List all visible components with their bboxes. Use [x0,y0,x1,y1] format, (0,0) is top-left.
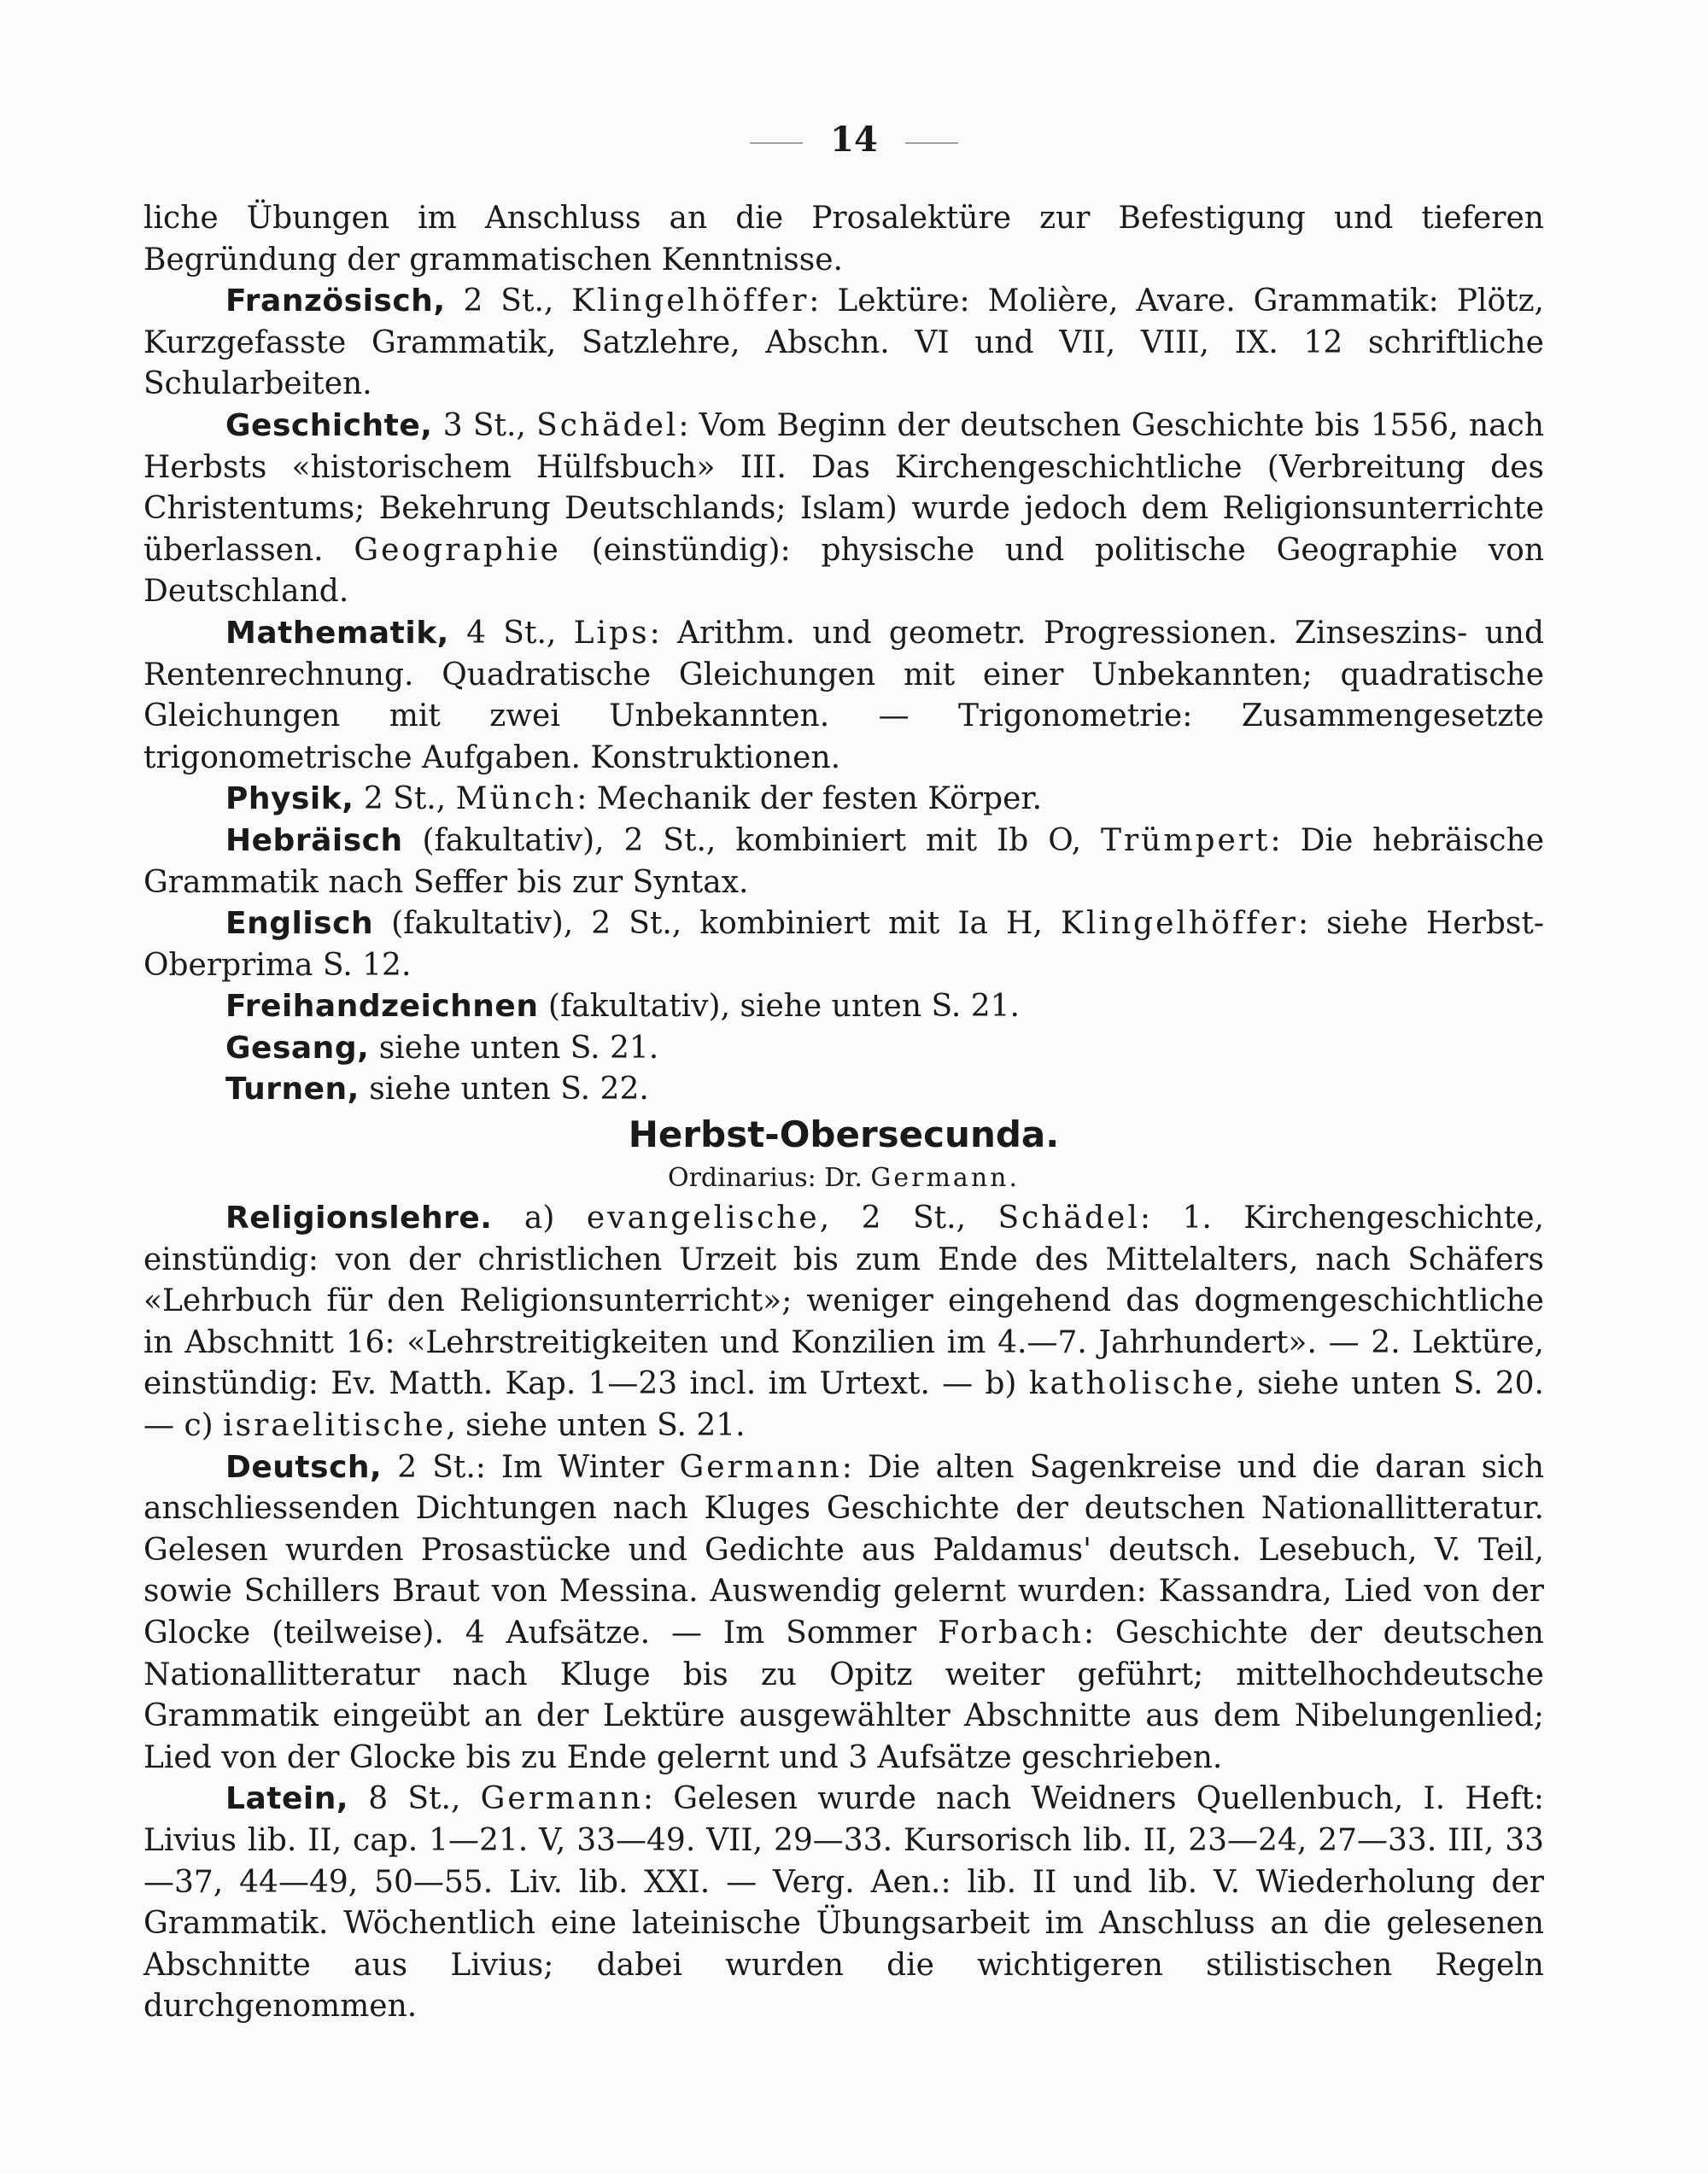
paragraph-franzoesisch: Französisch, 2 St., Klingelhöffer: Lektüre: Molière, Avare. Grammatik: Plötz, Kurzgefasste Grammatik, Satzlehre, Abschn. VI und VII, VIII, IX. 12 schriftliche Schularbeiten. [143,283,1544,402]
teacher-name: Münch [455,781,577,817]
teacher-name: Schädel [536,407,679,443]
teacher-name: Forbach [938,1616,1084,1651]
subject-heading: Französisch, [225,283,446,319]
teacher-name: Klingelhöffer [1060,906,1298,942]
subject-heading: Mathematik, [225,615,449,651]
paragraph-continuation: liche Übungen im Anschluss an die Prosalektüre zur Befestigung und tieferen Begründung der grammatischen Kenntnisse. [143,201,1544,278]
page-header [0,120,1708,160]
subject-heading: Geschichte, [225,407,433,443]
paragraph-geschichte: Geschichte, 3 St., Schädel: Vom Beginn der deutschen Geschichte bis 1556, nach Herbsts «historischem Hülfsbuch» III. Das Kirchengeschichtliche (Verbreitung des Christentums; Bekehrung Deutschlands; Islam) wurde jedoch dem Religionsunterrichte überlassen. Geographie (einstündig): physische und politische Geographie von Deutschland. [143,407,1545,610]
paragraph-physik: Physik, 2 St., Münch: Mechanik der festen Körper. [225,781,1043,817]
section-ordinarius: Ordinarius: Dr. Germann. [668,1163,1020,1194]
section-title: Herbst-Obersecunda. [628,1113,1060,1156]
paragraph-turnen: Turnen, siehe unten S. 22. [225,1072,649,1107]
subject-heading: Hebräisch [225,822,403,858]
teacher-name: Schädel [997,1201,1140,1236]
teacher-name: Germann [679,1449,842,1485]
paragraph-freihandzeichnen: Freihandzeichnen (fakultativ), siehe unten S. 21. [225,989,1020,1025]
teacher-name: Trümpert [1100,822,1271,858]
teacher-name: Lips [573,615,650,651]
subject-heading: Deutsch, [225,1449,383,1485]
paragraph-englisch: Englisch (fakultativ), 2 St., kombiniert mit Ia H, Klingelhöffer: siehe Herbst-Oberprima S. 12. [143,906,1544,983]
subject-heading: Freihandzeichnen [225,989,539,1025]
paragraph-latein: Latein, 8 St., Germann: Gelesen wurde nach Weidners Quellenbuch, I. Heft: Livius lib. II, cap. 1—21. V, 33—49. VII, 29—33. Kursorisch lib. II, 23—24, 27—33. III, 33—37, 44—49, 50—55. Liv. lib. XXI. — Verg. Aen.: lib. II und lib. V. Wiederholung der Grammatik. Wöchentlich eine lateinische Übungsarbeit im Anschluss an die gelesenen Abschnitte aus Livius; dabei wurden die wichtigeren stilistischen Regeln durchgenommen. [143,1781,1545,2025]
subject-heading: Physik, [225,781,354,817]
subject-heading: Religionslehre. [225,1201,493,1236]
subject-heading: Turnen, [225,1072,360,1107]
paragraph-religionslehre: Religionslehre. a) evangelische, 2 St., Schädel: 1. Kirchengeschichte, einstündig: von der christlichen Urzeit bis zum Ende des Mittelalters, nach Schäfers «Lehrbuch für den Religionsunterricht»; weniger eingehend das dogmengeschichtliche in Abschnitt 16: «Lehrstreitigkeiten und Konzilien im 4.—7. Jahrhundert». — 2. Lektüre, einstündig: Ev. Matth. Kap. 1—23 incl. im Urtext. — b) katholische, siehe unten S. 20. — c) israelitische, siehe unten S. 21. [143,1201,1545,1444]
subject-heading: Latein, [225,1781,349,1817]
paragraph-mathematik: Mathematik, 4 St., Lips: Arithm. und geometr. Progressionen. Zinseszins- und Rentenrechnung. Quadratische Gleichungen mit einer Unbekannten; quadratische Gleichungen mit zwei Unbekannten. — Trigonometrie: Zusammengesetzte trigonometrische Aufgaben. Konstruktionen. [143,615,1544,775]
page-body [143,198,1544,2028]
paragraph-hebraeisch: Hebräisch (fakultativ), 2 St., kombiniert mit Ib O, Trümpert: Die hebräische Grammatik nach Seffer bis zur Syntax. [143,822,1544,900]
teacher-name: Klingelhöffer [571,283,810,319]
subject-heading: Englisch [225,906,374,942]
ordinarius-name: Germann. [870,1163,1020,1194]
page-number: 14 [830,120,878,160]
teacher-name: Germann [480,1781,643,1817]
subtopic-geographie: Geographie [354,532,561,568]
paragraph-deutsch: Deutsch, 2 St.: Im Winter Germann: Die alten Sagenkreise und die daran sich anschliessenden Dichtungen nach Kluges Geschichte der deutschen Nationallitteratur. Gelesen wurden Prosastücke und Gedichte aus Paldamus' deutsch. Lesebuch, V. Teil, sowie Schillers Braut von Messina. Auswendig gelernt wurden: Kassandra, Lied von der Glocke (teilweise). 4 Aufsätze. — Im Sommer Forbach: Geschichte der deutschen Nationallitteratur nach Kluge bis zu Opitz weiter geführt; mittelhochdeutsche Grammatik eingeübt an der Lektüre ausgewählter Abschnitte aus dem Nibelungenlied; Lied von der Glocke bis zu Ende gelernt und 3 Aufsätze geschrieben. [143,1449,1545,1775]
paragraph-gesang: Gesang, siehe unten S. 21. [225,1030,659,1066]
subject-heading: Gesang, [225,1030,370,1066]
